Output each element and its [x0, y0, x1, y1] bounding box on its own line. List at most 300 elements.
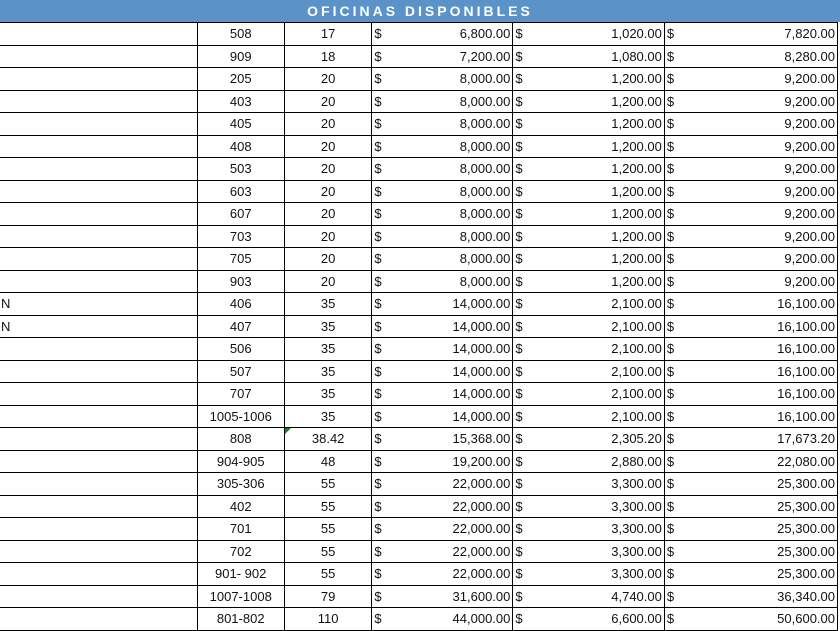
currency-symbol-cell-text: $ [666, 611, 675, 627]
rent-amount-cell[interactable] [393, 540, 513, 563]
currency-symbol-cell-text: $ [515, 431, 523, 447]
currency-symbol-cell[interactable] [664, 248, 685, 271]
currency-symbol-cell[interactable] [372, 270, 393, 293]
office-number-cell[interactable] [197, 450, 284, 473]
area-cell[interactable] [284, 23, 372, 46]
rent-amount-cell[interactable] [393, 203, 513, 226]
currency-symbol-cell[interactable] [513, 338, 534, 361]
area-cell[interactable] [284, 248, 372, 271]
currency-symbol-cell[interactable] [513, 405, 534, 428]
total-amount-cell[interactable] [686, 68, 838, 91]
office-number-cell[interactable] [197, 473, 284, 496]
office-number-cell[interactable] [197, 203, 284, 226]
currency-symbol-cell[interactable] [513, 495, 534, 518]
office-number-cell-text: 607 [229, 206, 252, 222]
currency-symbol-cell-text: $ [374, 138, 382, 154]
rent-amount-cell[interactable] [393, 360, 513, 383]
total-amount-cell[interactable] [686, 473, 838, 496]
currency-symbol-cell-text: $ [515, 183, 523, 199]
currency-symbol-cell[interactable] [372, 203, 393, 226]
table-row [0, 68, 838, 91]
area-cell[interactable] [284, 450, 372, 473]
currency-symbol-cell[interactable] [513, 113, 534, 136]
currency-symbol-cell[interactable] [513, 608, 534, 631]
currency-symbol-cell[interactable] [513, 203, 534, 226]
total-amount-cell[interactable] [686, 90, 838, 113]
currency-symbol-cell-text: $ [374, 476, 382, 492]
area-cell[interactable] [284, 338, 372, 361]
currency-symbol-cell[interactable] [372, 90, 393, 113]
currency-symbol-cell[interactable] [664, 338, 685, 361]
total-amount-cell[interactable] [686, 428, 838, 451]
currency-symbol-cell[interactable] [664, 450, 685, 473]
office-number-cell[interactable] [197, 405, 284, 428]
area-cell[interactable] [284, 225, 372, 248]
currency-symbol-cell[interactable] [372, 293, 393, 316]
currency-symbol-cell[interactable] [513, 585, 534, 608]
total-amount-cell[interactable] [686, 23, 838, 46]
tax-amount-cell-text: 3,300.00 [611, 521, 662, 537]
currency-symbol-cell[interactable] [664, 135, 685, 158]
currency-symbol-cell[interactable] [513, 270, 534, 293]
currency-symbol-cell-text: $ [666, 93, 675, 109]
office-number-cell[interactable] [197, 158, 284, 181]
currency-symbol-cell[interactable] [513, 158, 534, 181]
currency-symbol-cell[interactable] [664, 473, 685, 496]
currency-symbol-cell[interactable] [372, 23, 393, 46]
currency-symbol-cell[interactable] [513, 135, 534, 158]
description-cell[interactable] [0, 270, 197, 293]
description-cell[interactable] [0, 428, 197, 451]
rent-amount-cell[interactable] [393, 450, 513, 473]
currency-symbol-cell-text: $ [666, 318, 675, 334]
area-cell[interactable] [284, 203, 372, 226]
office-number-cell-text: 507 [229, 363, 252, 379]
rent-amount-cell[interactable] [393, 405, 513, 428]
tax-amount-cell[interactable] [534, 158, 664, 181]
currency-symbol-cell[interactable] [664, 90, 685, 113]
currency-symbol-cell[interactable] [513, 90, 534, 113]
currency-symbol-cell[interactable] [513, 293, 534, 316]
currency-symbol-cell-text: $ [515, 521, 523, 537]
currency-symbol-cell[interactable] [664, 518, 685, 541]
office-number-cell[interactable] [197, 608, 284, 631]
rent-amount-cell[interactable] [393, 428, 513, 451]
currency-symbol-cell[interactable] [513, 540, 534, 563]
currency-symbol-cell[interactable] [372, 608, 393, 631]
tax-amount-cell[interactable] [534, 360, 664, 383]
currency-symbol-cell-text: $ [374, 341, 382, 357]
total-amount-cell[interactable] [686, 180, 838, 203]
office-number-cell[interactable] [197, 540, 284, 563]
currency-symbol-cell-text: $ [515, 161, 523, 177]
area-cell[interactable] [284, 360, 372, 383]
total-amount-cell[interactable] [686, 45, 838, 68]
currency-symbol-cell[interactable] [513, 68, 534, 91]
rent-amount-cell[interactable] [393, 608, 513, 631]
description-cell[interactable] [0, 518, 197, 541]
currency-symbol-cell[interactable] [513, 450, 534, 473]
currency-symbol-cell[interactable] [513, 225, 534, 248]
currency-symbol-cell[interactable] [513, 383, 534, 406]
currency-symbol-cell[interactable] [372, 225, 393, 248]
total-amount-cell[interactable] [686, 360, 838, 383]
tax-amount-cell[interactable] [534, 473, 664, 496]
rent-amount-cell[interactable] [393, 473, 513, 496]
area-cell[interactable] [284, 563, 372, 586]
description-cell[interactable] [0, 180, 197, 203]
rent-amount-cell[interactable] [393, 563, 513, 586]
total-amount-cell[interactable] [686, 585, 838, 608]
rent-amount-cell[interactable] [393, 518, 513, 541]
currency-symbol-cell[interactable] [513, 518, 534, 541]
rent-amount-cell[interactable] [393, 90, 513, 113]
total-amount-cell[interactable] [686, 315, 838, 338]
rent-amount-cell[interactable] [393, 180, 513, 203]
description-cell[interactable] [0, 90, 197, 113]
area-cell-text: 48 [320, 453, 336, 469]
description-cell[interactable] [0, 473, 197, 496]
tax-amount-cell[interactable] [534, 135, 664, 158]
office-number-cell[interactable] [197, 495, 284, 518]
description-cell[interactable] [0, 405, 197, 428]
currency-symbol-cell[interactable] [664, 68, 685, 91]
total-amount-cell[interactable] [686, 270, 838, 293]
rent-amount-cell[interactable] [393, 135, 513, 158]
rent-amount-cell[interactable] [393, 315, 513, 338]
tax-amount-cell[interactable] [534, 68, 664, 91]
currency-symbol-cell[interactable] [664, 293, 685, 316]
tax-amount-cell[interactable] [534, 293, 664, 316]
currency-symbol-cell[interactable] [664, 495, 685, 518]
total-amount-cell-text: 16,100.00 [777, 363, 835, 379]
currency-symbol-cell[interactable] [513, 563, 534, 586]
tax-amount-cell[interactable] [534, 113, 664, 136]
area-cell-text: 20 [320, 138, 336, 154]
currency-symbol-cell-text: $ [374, 161, 382, 177]
description-cell[interactable] [0, 360, 197, 383]
area-cell-text: 35 [320, 408, 336, 424]
tax-amount-cell[interactable] [534, 248, 664, 271]
currency-symbol-cell-text: $ [666, 431, 675, 447]
currency-symbol-cell[interactable] [664, 270, 685, 293]
office-number-cell[interactable] [197, 23, 284, 46]
description-cell[interactable] [0, 203, 197, 226]
currency-symbol-cell[interactable] [372, 585, 393, 608]
area-cell-text: 55 [320, 566, 336, 582]
area-cell[interactable] [284, 540, 372, 563]
description-cell[interactable] [0, 23, 197, 46]
office-number-cell[interactable] [197, 585, 284, 608]
total-amount-cell[interactable] [686, 495, 838, 518]
description-cell[interactable] [0, 495, 197, 518]
area-cell[interactable] [284, 405, 372, 428]
total-amount-cell-text: 16,100.00 [777, 318, 835, 334]
currency-symbol-cell[interactable] [372, 338, 393, 361]
office-number-cell[interactable] [197, 68, 284, 91]
tax-amount-cell[interactable] [534, 90, 664, 113]
description-cell[interactable] [0, 248, 197, 271]
currency-symbol-cell[interactable] [372, 518, 393, 541]
currency-symbol-cell[interactable] [513, 23, 534, 46]
area-cell[interactable] [284, 90, 372, 113]
office-number-cell-text: 909 [229, 48, 252, 64]
currency-symbol-cell[interactable] [372, 45, 393, 68]
description-cell[interactable] [0, 45, 197, 68]
office-number-cell[interactable] [197, 428, 284, 451]
currency-symbol-cell-text: $ [374, 228, 382, 244]
description-cell[interactable] [0, 338, 197, 361]
total-amount-cell-text: 9,200.00 [784, 138, 835, 154]
rent-amount-cell-text: 22,000.00 [452, 566, 511, 582]
currency-symbol-cell[interactable] [664, 585, 685, 608]
area-cell-text: 20 [320, 273, 336, 289]
area-cell[interactable] [284, 495, 372, 518]
currency-symbol-cell[interactable] [513, 315, 534, 338]
currency-symbol-cell[interactable] [664, 540, 685, 563]
rent-amount-cell[interactable] [393, 585, 513, 608]
tax-amount-cell[interactable] [534, 315, 664, 338]
office-number-cell[interactable] [197, 360, 284, 383]
currency-symbol-cell[interactable] [513, 473, 534, 496]
area-cell[interactable] [284, 45, 372, 68]
rent-amount-cell-text: 22,000.00 [452, 498, 511, 514]
tax-amount-cell-text: 1,200.00 [611, 161, 662, 177]
rent-amount-cell-text: 8,000.00 [459, 273, 511, 289]
total-amount-cell[interactable] [686, 540, 838, 563]
rent-amount-cell[interactable] [393, 383, 513, 406]
area-cell[interactable] [284, 180, 372, 203]
rent-amount-cell-text: 44,000.00 [452, 611, 511, 627]
rent-amount-cell-text: 14,000.00 [452, 386, 511, 402]
currency-symbol-cell[interactable] [513, 248, 534, 271]
office-number-cell[interactable] [197, 45, 284, 68]
total-amount-cell[interactable] [686, 135, 838, 158]
currency-symbol-cell[interactable] [513, 180, 534, 203]
rent-amount-cell[interactable] [393, 158, 513, 181]
currency-symbol-cell[interactable] [513, 428, 534, 451]
currency-symbol-cell[interactable] [372, 180, 393, 203]
tax-amount-cell[interactable] [534, 563, 664, 586]
description-cell[interactable] [0, 113, 197, 136]
currency-symbol-cell[interactable] [372, 68, 393, 91]
area-cell[interactable] [284, 270, 372, 293]
area-cell[interactable] [284, 68, 372, 91]
description-cell[interactable] [0, 540, 197, 563]
description-cell[interactable] [0, 608, 197, 631]
description-cell[interactable] [0, 68, 197, 91]
description-cell[interactable] [0, 315, 197, 338]
currency-symbol-cell-text: $ [374, 363, 382, 379]
area-cell-text: 35 [320, 318, 336, 334]
area-cell[interactable] [284, 518, 372, 541]
currency-symbol-cell[interactable] [664, 563, 685, 586]
currency-symbol-cell[interactable] [513, 360, 534, 383]
office-number-cell-text: 901- 902 [215, 566, 267, 582]
currency-symbol-cell[interactable] [664, 608, 685, 631]
currency-symbol-cell[interactable] [664, 405, 685, 428]
tax-amount-cell[interactable] [534, 180, 664, 203]
currency-symbol-cell[interactable] [372, 495, 393, 518]
tax-amount-cell[interactable] [534, 518, 664, 541]
tax-amount-cell[interactable] [534, 495, 664, 518]
rent-amount-cell[interactable] [393, 338, 513, 361]
rent-amount-cell[interactable] [393, 23, 513, 46]
currency-symbol-cell[interactable] [664, 180, 685, 203]
table-row [0, 135, 838, 158]
description-cell[interactable] [0, 293, 197, 316]
currency-symbol-cell[interactable] [372, 248, 393, 271]
rent-amount-cell[interactable] [393, 113, 513, 136]
currency-symbol-cell-text: $ [374, 453, 382, 469]
rent-amount-cell[interactable] [393, 248, 513, 271]
area-cell[interactable] [284, 315, 372, 338]
tax-amount-cell[interactable] [534, 428, 664, 451]
area-cell[interactable] [284, 473, 372, 496]
description-cell[interactable] [0, 450, 197, 473]
currency-symbol-cell[interactable] [372, 383, 393, 406]
area-cell[interactable] [284, 113, 372, 136]
currency-symbol-cell[interactable] [664, 225, 685, 248]
office-number-cell[interactable] [197, 270, 284, 293]
total-amount-cell[interactable] [686, 158, 838, 181]
area-cell[interactable] [284, 428, 372, 451]
currency-symbol-cell-text: $ [666, 341, 675, 357]
currency-symbol-cell[interactable] [664, 383, 685, 406]
tax-amount-cell[interactable] [534, 585, 664, 608]
currency-symbol-cell[interactable] [664, 158, 685, 181]
total-amount-cell[interactable] [686, 608, 838, 631]
description-cell[interactable] [0, 158, 197, 181]
tax-amount-cell[interactable] [534, 383, 664, 406]
office-number-cell-text: 403 [229, 93, 252, 109]
tax-amount-cell[interactable] [534, 338, 664, 361]
office-number-cell[interactable] [197, 315, 284, 338]
total-amount-cell[interactable] [686, 383, 838, 406]
rent-amount-cell-text: 14,000.00 [452, 341, 511, 357]
currency-symbol-cell-text: $ [374, 251, 382, 267]
total-amount-cell[interactable] [686, 405, 838, 428]
currency-symbol-cell[interactable] [664, 360, 685, 383]
area-cell[interactable] [284, 585, 372, 608]
office-number-cell[interactable] [197, 338, 284, 361]
office-number-cell[interactable] [197, 518, 284, 541]
tax-amount-cell[interactable] [534, 405, 664, 428]
area-cell[interactable] [284, 608, 372, 631]
currency-symbol-cell-text: $ [515, 48, 523, 64]
tax-amount-cell[interactable] [534, 225, 664, 248]
tax-amount-cell[interactable] [534, 203, 664, 226]
currency-symbol-cell[interactable] [664, 23, 685, 46]
total-amount-cell[interactable] [686, 293, 838, 316]
rent-amount-cell[interactable] [393, 495, 513, 518]
description-cell-text: N [1, 296, 11, 312]
tax-amount-cell[interactable] [534, 45, 664, 68]
table-row [0, 540, 838, 563]
currency-symbol-cell[interactable] [372, 405, 393, 428]
office-number-cell[interactable] [197, 293, 284, 316]
currency-symbol-cell[interactable] [372, 360, 393, 383]
tax-amount-cell-text: 1,200.00 [611, 228, 662, 244]
area-cell[interactable] [284, 135, 372, 158]
rent-amount-cell[interactable] [393, 68, 513, 91]
currency-symbol-cell-text: $ [374, 543, 382, 559]
total-amount-cell[interactable] [686, 225, 838, 248]
total-amount-cell[interactable] [686, 518, 838, 541]
currency-symbol-cell[interactable] [664, 315, 685, 338]
currency-symbol-cell[interactable] [372, 428, 393, 451]
total-amount-cell-text: 16,100.00 [777, 296, 835, 312]
currency-symbol-cell[interactable] [372, 450, 393, 473]
area-cell-text: 38.42 [311, 431, 345, 447]
office-number-cell[interactable] [197, 563, 284, 586]
total-amount-cell[interactable] [686, 338, 838, 361]
description-cell[interactable] [0, 563, 197, 586]
tax-amount-cell-text: 4,740.00 [611, 588, 662, 604]
description-cell[interactable] [0, 135, 197, 158]
rent-amount-cell[interactable] [393, 270, 513, 293]
description-cell[interactable] [0, 383, 197, 406]
currency-symbol-cell[interactable] [664, 428, 685, 451]
tax-amount-cell[interactable] [534, 450, 664, 473]
currency-symbol-cell-text: $ [515, 138, 523, 154]
currency-symbol-cell[interactable] [372, 540, 393, 563]
office-number-cell-text: 903 [229, 273, 252, 289]
currency-symbol-cell[interactable] [372, 563, 393, 586]
currency-symbol-cell[interactable] [372, 135, 393, 158]
office-number-cell[interactable] [197, 113, 284, 136]
rent-amount-cell[interactable] [393, 225, 513, 248]
total-amount-cell[interactable] [686, 248, 838, 271]
total-amount-cell[interactable] [686, 203, 838, 226]
office-number-cell[interactable] [197, 383, 284, 406]
currency-symbol-cell-text: $ [666, 183, 675, 199]
total-amount-cell[interactable] [686, 450, 838, 473]
tax-amount-cell[interactable] [534, 608, 664, 631]
table-row [0, 383, 838, 406]
currency-symbol-cell-text: $ [374, 566, 382, 582]
currency-symbol-cell[interactable] [664, 45, 685, 68]
office-number-cell[interactable] [197, 135, 284, 158]
office-number-cell[interactable] [197, 248, 284, 271]
description-cell[interactable] [0, 225, 197, 248]
area-cell-text: 35 [320, 341, 336, 357]
currency-symbol-cell[interactable] [372, 315, 393, 338]
currency-symbol-cell-text: $ [515, 588, 523, 604]
description-cell[interactable] [0, 585, 197, 608]
currency-symbol-cell[interactable] [513, 45, 534, 68]
rent-amount-cell[interactable] [393, 45, 513, 68]
currency-symbol-cell[interactable] [372, 158, 393, 181]
total-amount-cell[interactable] [686, 113, 838, 136]
tax-amount-cell[interactable] [534, 540, 664, 563]
currency-symbol-cell[interactable] [664, 113, 685, 136]
office-number-cell[interactable] [197, 90, 284, 113]
currency-symbol-cell[interactable] [372, 113, 393, 136]
area-cell[interactable] [284, 158, 372, 181]
tax-amount-cell[interactable] [534, 23, 664, 46]
rent-amount-cell[interactable] [393, 293, 513, 316]
area-cell[interactable] [284, 383, 372, 406]
currency-symbol-cell[interactable] [664, 203, 685, 226]
total-amount-cell[interactable] [686, 563, 838, 586]
currency-symbol-cell[interactable] [372, 473, 393, 496]
office-number-cell[interactable] [197, 225, 284, 248]
total-amount-cell-text: 25,300.00 [777, 543, 835, 559]
area-cell[interactable] [284, 293, 372, 316]
office-number-cell[interactable] [197, 180, 284, 203]
tax-amount-cell[interactable] [534, 270, 664, 293]
